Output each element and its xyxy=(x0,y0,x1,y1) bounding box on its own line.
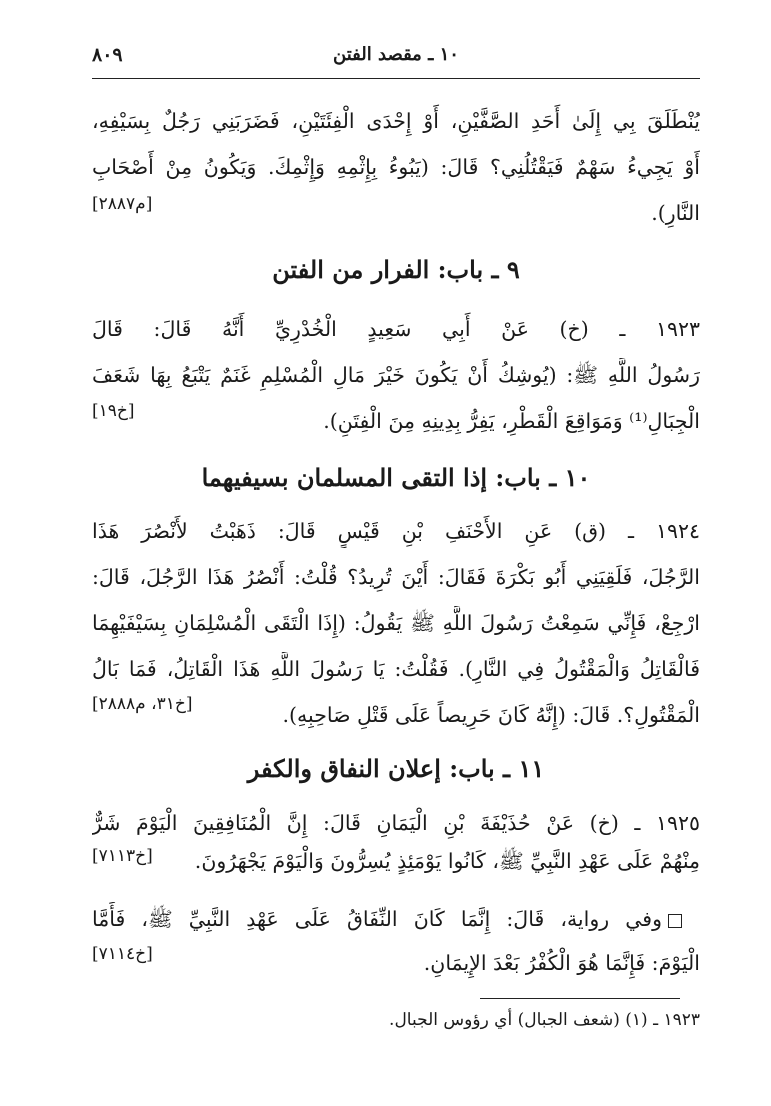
hadith-line: الْجِبَالِ⁽¹⁾ وَمَوَاقِعَ الْقَطْرِ، يَفِرُّ بِدِينِهِ مِنَ الْفِتَنِ). xyxy=(323,409,700,433)
hadith-line: ١٩٢٤ ـ (ق) عَنِ الأَحْنَفِ بْنِ قَيْسٍ قَالَ: ذَهَبْتُ لأَنْصُرَ هَذَا xyxy=(92,519,700,543)
text-line: يُنْطَلَقَ بِي إِلَىٰ أَحَدِ الصَّفَّيْنِ، أَوْ إِحْدَى الْفِئَتَيْنِ، فَضَرَبَنِي رَجُلٌ بِسَيْفِهِ، xyxy=(92,109,700,133)
riwaya-text: وفي رواية، قَالَ: إِنَّمَا كَانَ النِّفَاقُ عَلَى عَهْدِ النَّبِيِّ ﷺ، فَأَمَّا xyxy=(92,907,662,931)
hadith-reference: [م٢٨٨٧] xyxy=(92,194,153,214)
section-heading: ٩ ـ باب: الفرار من الفتن xyxy=(272,255,520,284)
hadith-reference: [خ٧١١٣] xyxy=(92,846,153,866)
hadith-line: مِنْهُمْ عَلَى عَهْدِ النَّبِيِّ ﷺ، كَانُوا يَوْمَئِذٍ يُسِرُّونَ وَالْيَوْمَ يَجْهَرُونَ. xyxy=(194,849,700,873)
hadith-line: ١٩٢٣ ـ (خ) عَنْ أَبِي سَعِيدٍ الْخُدْرِيِّ أَنَّهُ قَالَ: قَالَ xyxy=(92,317,700,341)
riwaya-line xyxy=(92,902,682,936)
chapter-title: ١٠ ـ مقصد الفتن xyxy=(333,44,459,65)
riwaya-line: الْيَوْمَ: فَإِنَّمَا هُوَ الْكُفْرُ بَعْدَ الإِيمَانِ. xyxy=(423,951,700,975)
hadith-line: ارْجِعْ، فَإِنِّي سَمِعْتُ رَسُولَ اللَّهِ ﷺ يَقُولُ: (إِذَا الْتَقَى الْمُسْلِمَانِ بِسَيْفَيْهِمَا xyxy=(92,611,700,635)
hadith-line: ١٩٢٥ ـ (خ) عَنْ حُذَيْفَةَ بْنِ الْيَمَانِ قَالَ: إِنَّ الْمُنَافِقِينَ الْيَوْمَ شَرٌّ xyxy=(92,811,700,835)
footnote: ١٩٢٣ ـ (١) (شعف الجبال) أي رؤوس الجبال. xyxy=(389,1010,700,1030)
square-bullet-icon xyxy=(668,914,682,928)
section-heading: ١١ ـ باب: إعلان النفاق والكفر xyxy=(247,754,545,783)
hadith-line: الْمَقْتُولِ؟. قَالَ: (إِنَّهُ كَانَ حَرِيصاً عَلَى قَتْلِ صَاحِبِهِ). xyxy=(282,703,700,727)
hadith-reference: [خ١٩] xyxy=(92,401,135,421)
hadith-reference: [خ٧١١٤] xyxy=(92,944,153,964)
page-header xyxy=(92,38,700,79)
hadith-line: رَسُولُ اللَّهِ ﷺ: (يُوشِكُ أَنْ يَكُونَ خَيْرَ مَالِ الْمُسْلِمِ غَنَمٌ يَتْبَعُ بِهَا شَعَفَ xyxy=(92,363,700,387)
text-line: النَّارِ). xyxy=(651,201,700,225)
hadith-reference: [خ٣١، م٢٨٨٨] xyxy=(92,694,193,714)
text-line: أَوْ يَجِيءُ سَهْمٌ فَيَقْتُلُنِي؟ قَالَ: (يَبُوءُ بِإِثْمِهِ وَإِثْمِكَ. وَيَكُونُ مِنْ أَصْحَابِ xyxy=(92,155,700,179)
section-heading: ١٠ ـ باب: إذا التقى المسلمان بسيفيهما xyxy=(201,463,591,492)
hadith-line: الرَّجُلَ، فَلَقِيَنِي أَبُو بَكْرَةَ فَقَالَ: أَيْنَ تُرِيدُ؟ قُلْتُ: أَنْصُرُ هَذَا الرَّجُلَ، قَالَ: xyxy=(92,565,700,589)
page-number: ٨٠٩ xyxy=(92,44,123,66)
hadith-line: فَالْقَاتِلُ وَالْمَقْتُولُ فِي النَّارِ). فَقُلْتُ: يَا رَسُولَ اللَّهِ هَذَا الْقَاتِلُ، فَمَا بَالُ xyxy=(92,657,700,681)
footnote-divider xyxy=(480,998,680,999)
